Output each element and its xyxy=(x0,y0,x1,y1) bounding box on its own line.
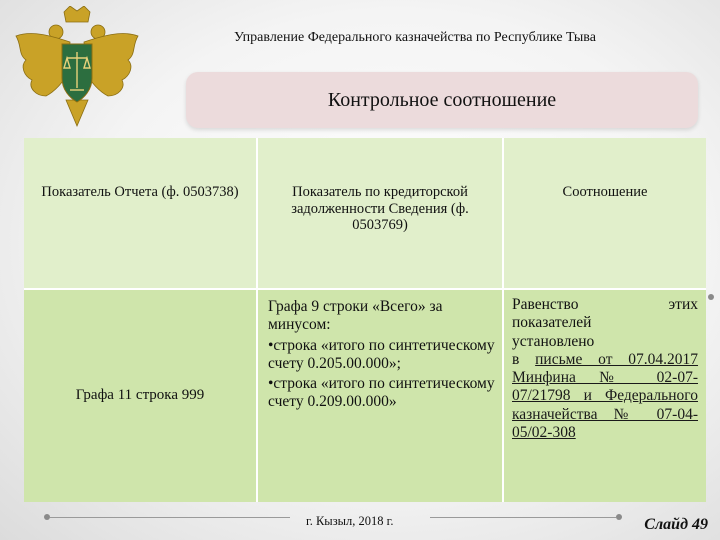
row-report-value xyxy=(24,288,256,502)
ratio-reference xyxy=(512,351,698,442)
footer-city-year: г. Кызыл, 2018 г. xyxy=(306,514,394,528)
ratio-word-2: этих xyxy=(668,296,698,313)
row-ratio-text xyxy=(502,288,706,502)
header-payables-indicator: Показатель по кредиторской задолженности Сведения (ф. 0503769) xyxy=(256,138,502,288)
footer-dot-right xyxy=(616,514,622,520)
agency-name: Управление Федерального казначейства по Республике Тыва xyxy=(234,30,596,45)
footer-dot-left xyxy=(44,514,50,520)
formula-bullet-1: •строка «итого по синтетическому счету 0.205.00.000»; xyxy=(268,336,495,372)
report-value-text: Графа 11 строка 999 xyxy=(75,387,205,404)
footer-divider-left xyxy=(50,517,290,518)
ratio-word-1: Равенство xyxy=(512,296,579,313)
header-ratio: Соотношение xyxy=(502,138,706,288)
control-ratio-table xyxy=(24,138,706,502)
slide-title-box xyxy=(186,72,698,128)
slide-title: Контрольное соотношение xyxy=(327,88,557,111)
letter-reference-link[interactable]: письме от 07.04.2017 Минфина № 02-07-07/21798 и Федерального казначейства № 07-04-05/02-308 xyxy=(512,350,699,441)
ratio-line-2: показателей xyxy=(512,314,592,332)
ratio-line-3: установлено xyxy=(512,332,595,350)
slide-number: Слайд 49 xyxy=(644,516,708,533)
formula-intro: Графа 9 строки «Всего» за минусом: xyxy=(268,298,443,334)
footer-divider-right xyxy=(430,517,616,518)
header-report-indicator: Показатель Отчета (ф. 0503738) xyxy=(24,138,256,288)
row-payables-formula xyxy=(256,288,502,502)
formula-bullet-2: •строка «итого по синтетическому счету 0.209.00.000» xyxy=(268,375,495,411)
treasury-emblem-icon xyxy=(12,6,142,134)
ratio-prefix: в xyxy=(512,350,536,368)
side-dot-right xyxy=(708,294,714,300)
